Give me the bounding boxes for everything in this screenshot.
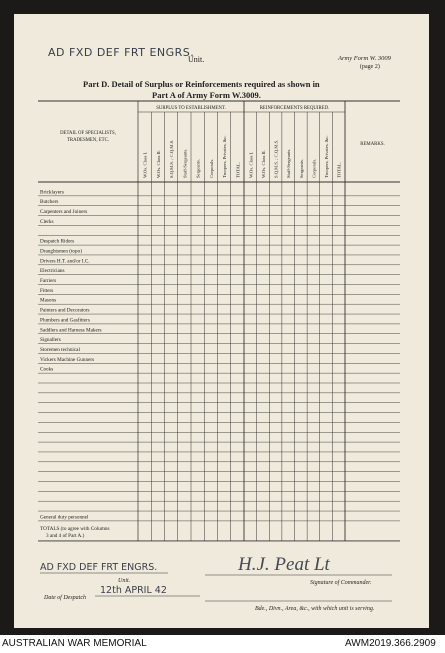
credit-right: AWM2019.366.2909 bbox=[345, 638, 436, 649]
row-label: Vickers Machine Gunners bbox=[40, 356, 95, 363]
row-label: Despatch Riders bbox=[40, 238, 75, 245]
credit-left: AUSTRALIAN WAR MEMORIAL bbox=[2, 638, 147, 649]
signature-handwritten: H.J. Peat Lt bbox=[238, 554, 330, 575]
bottom-note: Bde., Divn., Area, &c., with which unit is serving. bbox=[255, 606, 375, 612]
surplus-rank-header: S.Q.M.S. ; C.Q.M.S. bbox=[169, 139, 175, 178]
surplus-rank-header: Sergeants. bbox=[195, 159, 201, 178]
row-label: Cooks bbox=[40, 366, 54, 373]
totals-label-line2: 3 and 4 of Part A.) bbox=[46, 532, 85, 539]
surplus-rank-header: Corporals. bbox=[208, 158, 214, 178]
date-handwritten: 12th APRIL 42 bbox=[100, 585, 167, 596]
row-label: Saddlers and Harness Makers bbox=[40, 327, 102, 334]
form-title: Army Form W. 3009 bbox=[338, 55, 391, 62]
surplus-rank-header: TOTAL. bbox=[235, 162, 241, 178]
unit-label: Unit. bbox=[188, 55, 205, 64]
reinforcement-rank-header: W.Os. Class I. bbox=[248, 151, 254, 178]
footer-unit-label: Unit. bbox=[118, 578, 131, 584]
date-label: Date of Despatch bbox=[44, 595, 86, 601]
row-label: Bricklayers bbox=[40, 189, 64, 196]
part-title-line1: Part D. Detail of Surplus or Reinforcements required as shown in bbox=[83, 79, 320, 89]
reinforcement-header: REINFORCEMENTS REQUIRED. bbox=[259, 106, 330, 111]
credit-bar bbox=[0, 635, 445, 653]
reinforcement-rank-header: Corporals. bbox=[311, 158, 317, 178]
unit-handwritten: AD FXD DEF FRT ENGRS. bbox=[48, 46, 195, 59]
reinforcement-rank-header: Staff-Sergeants. bbox=[286, 148, 292, 178]
row-label: Butchers bbox=[40, 199, 59, 206]
reinforcement-rank-header: W.Os. Class II. bbox=[260, 150, 266, 178]
row-label: Electricians bbox=[40, 268, 65, 275]
surplus-header: SURPLUS TO ESTABLISHMENT. bbox=[156, 106, 226, 111]
reinforcement-rank-header: TOTAL. bbox=[336, 162, 342, 178]
row-label: Clerks bbox=[40, 218, 54, 225]
row-label: Drivers H.T. and/or I.C. bbox=[40, 258, 90, 265]
surplus-rank-header: W.Os. Class II. bbox=[155, 150, 161, 178]
footer-unit-handwritten: AD FXD DEF FRT ENGRS. bbox=[40, 562, 158, 573]
row-label: Farriers bbox=[40, 278, 57, 284]
surplus-rank-header: W.Os. Class I. bbox=[142, 151, 148, 178]
part-title-line2: Part A of Army Form W.3009. bbox=[152, 90, 261, 100]
row-label: Fitters bbox=[40, 287, 54, 294]
row-label: Plumbers and Gasfitters bbox=[40, 317, 90, 324]
row-label: Signallers bbox=[40, 337, 61, 344]
form-page: (page 2) bbox=[360, 64, 380, 70]
totals-label-line1: TOTALS (to agree with Columns bbox=[40, 525, 110, 532]
reinforcement-rank-header: S.Q.M.S. ; C.Q.M.S. bbox=[273, 139, 279, 178]
reinforcement-rank-header: Sergeants. bbox=[298, 159, 304, 178]
row-label: Draughtsmen (topo) bbox=[40, 248, 82, 255]
row-label: Masons bbox=[40, 297, 57, 304]
row-label: General duty personnel bbox=[40, 514, 89, 521]
row-label: Painters and Decorators bbox=[40, 307, 90, 314]
row-label: Storemen technical bbox=[40, 346, 80, 353]
row-label: Carpenters and Joiners bbox=[40, 209, 88, 216]
specialists-header-line1: DETAIL OF SPECIALISTS, bbox=[60, 131, 116, 136]
remarks-header: REMARKS. bbox=[360, 142, 385, 147]
signature-label: Signature of Commander. bbox=[310, 580, 372, 586]
surplus-rank-header: Troopers, Privates, &c. bbox=[222, 135, 228, 178]
specialists-header-line2: TRADESMEN, ETC. bbox=[67, 138, 109, 143]
reinforcement-rank-header: Troopers, Privates, &c. bbox=[324, 135, 330, 178]
surplus-rank-header: Staff-Sergeants. bbox=[182, 148, 188, 178]
